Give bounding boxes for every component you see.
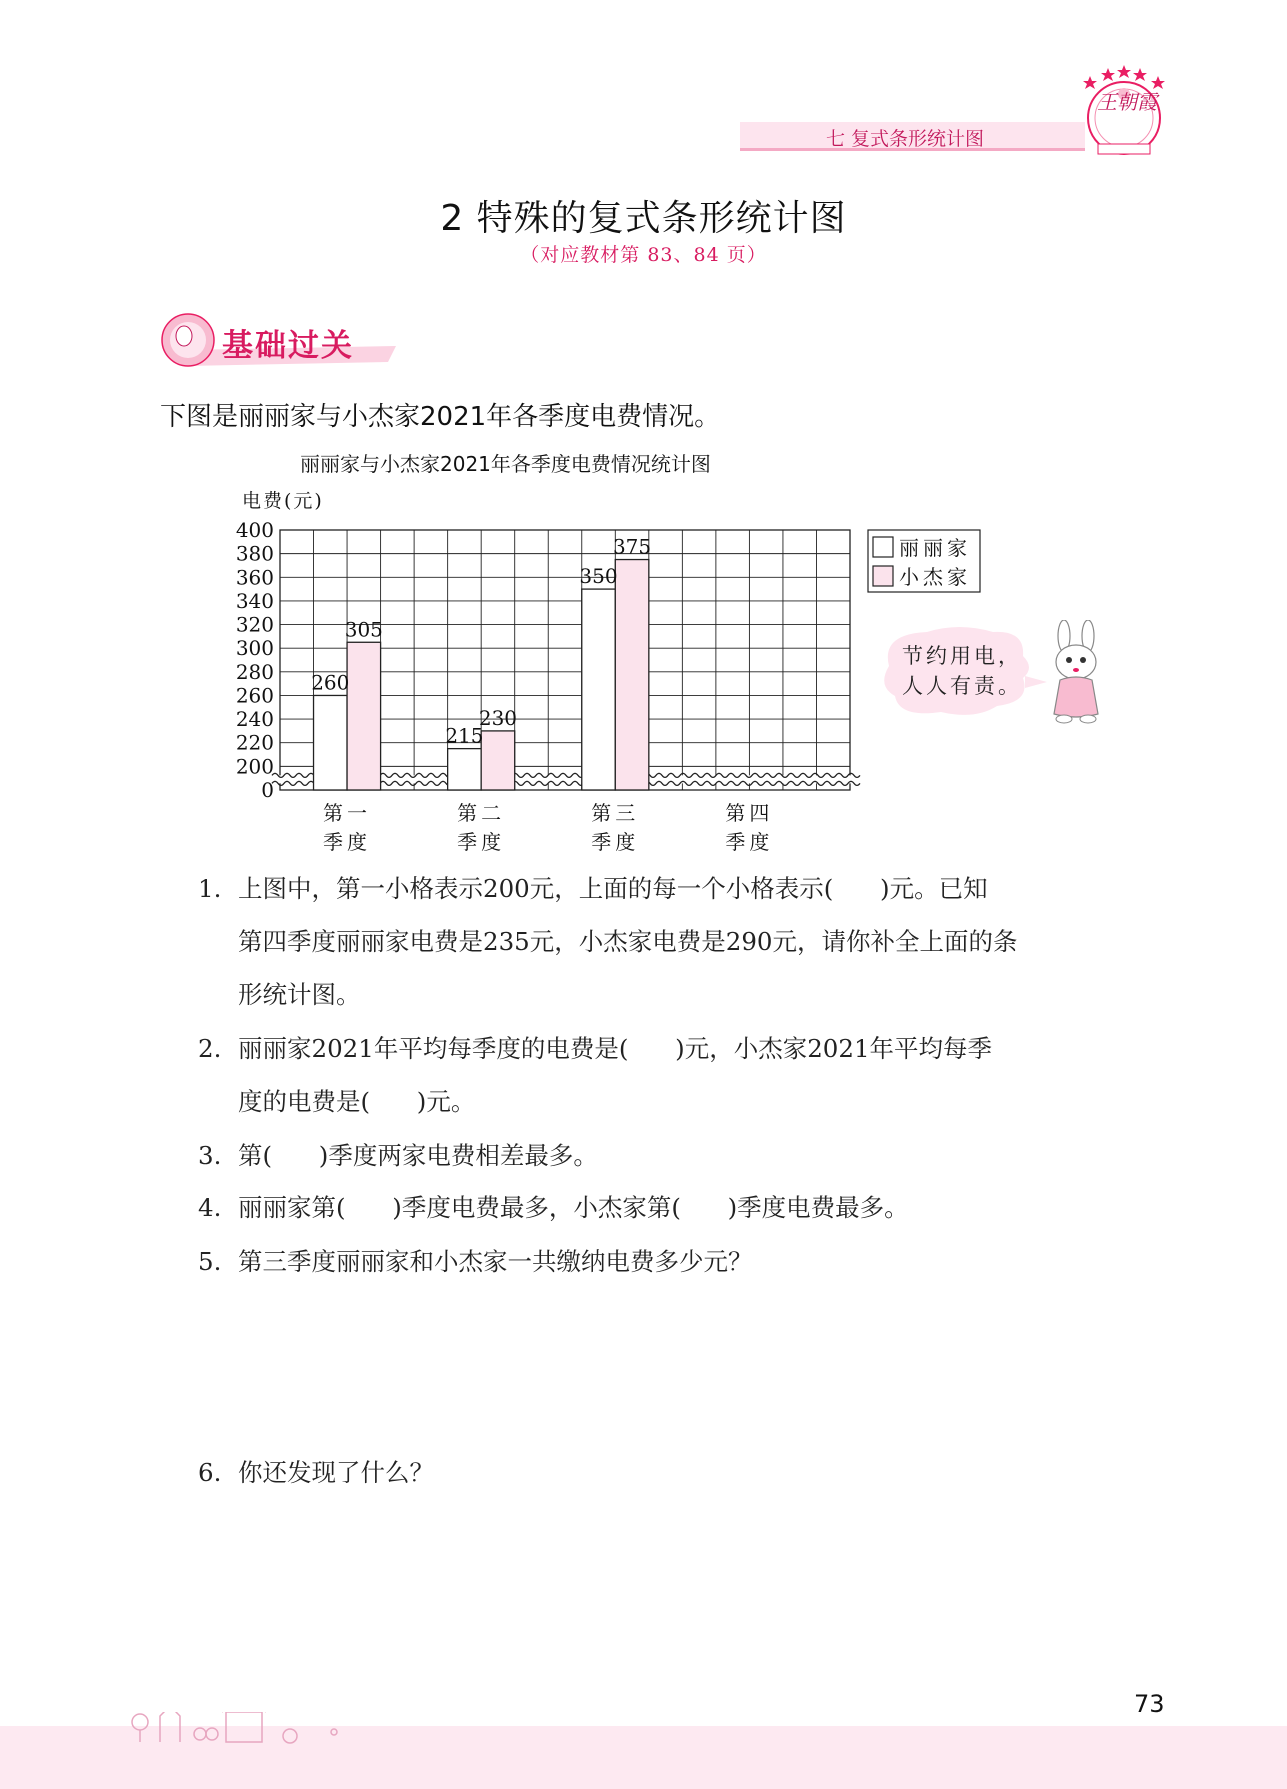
legend-swatch [873,566,893,586]
x-tick-label: 季度 [725,830,774,854]
footer-decoration [0,1712,1287,1789]
legend-swatch [873,537,893,557]
intro-text: 下图是丽丽家与小杰家2021年各季度电费情况。 [160,402,721,432]
x-tick-label: 第二 [457,801,506,825]
mascot-speech-line-1: 节约用电， [902,644,1022,668]
y-tick-label: 380 [235,541,274,566]
mascot-speech-line-2: 人人有责。 [902,674,1022,698]
question-number: 5. [198,1247,222,1276]
bar [448,749,482,790]
data-label: 375 [612,534,652,559]
y-axis-label: 电费(元) [242,490,324,512]
chapter-header: 七 复式条形统计图 [826,128,985,150]
data-label: 215 [445,723,484,748]
y-tick-label: 0 [261,778,274,802]
x-tick-label: 第三 [591,801,640,825]
question-number: 2. [198,1034,222,1063]
legend-label: 丽丽家 [899,536,971,560]
question-number: 4. [198,1193,222,1222]
question-number: 1. [198,874,222,903]
question-text: 第三季度丽丽家和小杰家一共缴纳电费多少元？ [238,1247,753,1276]
lesson-title: 2 特殊的复式条形统计图 [440,198,847,239]
question-number: 6. [198,1458,222,1487]
data-label: 230 [478,705,518,730]
question-text: 第( )季度两家电费相差最多。 [238,1141,598,1170]
bar [481,731,515,790]
bar [347,642,381,790]
y-tick-label: 280 [235,659,274,684]
question-text: 形统计图。 [238,980,361,1009]
y-tick-label: 240 [235,707,274,732]
x-tick-label: 季度 [591,830,640,854]
x-tick-label: 第四 [725,801,774,825]
x-tick-label: 第一 [323,801,372,825]
y-tick-label: 400 [235,518,274,542]
y-tick-label: 260 [235,683,274,708]
x-tick-label: 季度 [323,830,372,854]
question-text: 第四季度丽丽家电费是235元，小杰家电费是290元，请你补全上面的条 [238,927,1018,956]
y-tick-label: 200 [235,754,274,779]
bar [615,560,649,790]
question-text: 丽丽家2021年平均每季度的电费是( )元，小杰家2021年平均每季 [238,1034,993,1063]
y-tick-label: 320 [235,612,274,637]
question-number: 3. [198,1141,222,1170]
question-text: 丽丽家第( )季度电费最多，小杰家第( )季度电费最多。 [238,1193,909,1222]
lesson-subtitle: （对应教材第 83、84 页） [520,244,767,266]
y-tick-label: 340 [235,588,274,613]
bar [314,695,348,790]
data-label: 350 [579,564,618,589]
page-number: 73 [1134,1690,1165,1718]
x-tick-label: 季度 [457,830,506,854]
bar [582,589,616,790]
chart-title: 丽丽家与小杰家2021年各季度电费情况统计图 [300,452,711,476]
data-label: 260 [311,670,350,695]
question-text: 你还发现了什么？ [238,1458,434,1487]
question-text: 上图中，第一小格表示200元，上面的每一个小格表示( )元。已知 [238,874,988,903]
question-text: 度的电费是( )元。 [238,1087,476,1116]
data-label: 305 [344,617,383,642]
section-title: 基础过关 [222,328,354,364]
y-tick-label: 360 [235,565,274,590]
rabbit-mascot-icon [1042,620,1112,724]
y-tick-label: 300 [235,636,274,661]
y-tick-label: 220 [235,730,274,755]
logo-mark: 王朝霞 [1097,90,1157,114]
legend-label: 小杰家 [899,565,971,589]
